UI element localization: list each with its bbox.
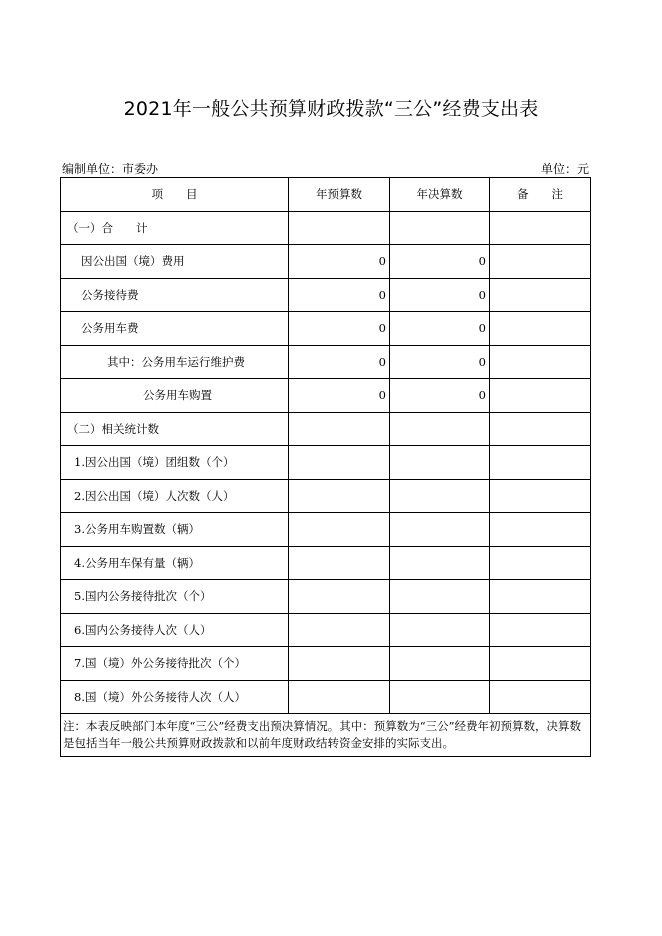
header-remark: 备 注: [490, 178, 591, 212]
row-budget: [289, 211, 390, 245]
table-row: [61, 345, 591, 379]
row-label: 因公出国（境）费用: [61, 245, 289, 279]
row-remark: [490, 412, 591, 446]
table-row: [61, 379, 591, 413]
row-remark: [490, 278, 591, 312]
row-label: 8.国（境）外公务接待人次（人）: [61, 680, 289, 714]
row-final: [390, 680, 490, 714]
table-row: [61, 479, 591, 513]
row-budget: [289, 479, 390, 513]
table-row: [61, 312, 591, 346]
row-label: 1.因公出国（境）团组数（个）: [61, 446, 289, 480]
expense-table: [60, 177, 591, 757]
table-row: [61, 245, 591, 279]
row-budget: [289, 513, 390, 547]
header-budget: 年预算数: [289, 178, 390, 212]
row-budget: [289, 647, 390, 681]
row-remark: [490, 513, 591, 547]
row-final: [390, 412, 490, 446]
row-budget: 0: [289, 278, 390, 312]
row-budget: [289, 580, 390, 614]
header-final: 年决算数: [390, 178, 490, 212]
row-remark: [490, 245, 591, 279]
table-row: [61, 613, 591, 647]
table-row: [61, 647, 591, 681]
row-remark: [490, 345, 591, 379]
row-label: 7.国（境）外公务接待批次（个）: [61, 647, 289, 681]
row-remark: [490, 446, 591, 480]
row-remark: [490, 680, 591, 714]
row-final: 0: [390, 245, 490, 279]
table-row: [61, 412, 591, 446]
currency-unit: 单位：元: [540, 162, 589, 176]
row-label: （二）相关统计数: [61, 412, 289, 446]
table-row: [61, 546, 591, 580]
row-budget: 0: [289, 312, 390, 346]
row-final: [390, 613, 490, 647]
row-remark: [490, 479, 591, 513]
table-note: 注：本表反映部门本年度“三公”经费支出预决算情况。其中：预算数为“三公”经费年初预算数，决算数是包括当年一般公共预算财政拨款和以前年度财政结转资金安排的实际支出。: [61, 714, 591, 757]
row-remark: [490, 211, 591, 245]
table-header-row: [61, 178, 591, 212]
row-budget: 0: [289, 245, 390, 279]
row-budget: [289, 546, 390, 580]
compiling-unit: 编制单位：市委办: [62, 162, 159, 176]
row-remark: [490, 647, 591, 681]
row-budget: [289, 412, 390, 446]
row-final: [390, 446, 490, 480]
row-remark: [490, 546, 591, 580]
row-label: 公务用车购置: [61, 379, 289, 413]
row-label: 其中：公务用车运行维护费: [61, 345, 289, 379]
table-row: [61, 211, 591, 245]
row-label: 3.公务用车购置数（辆）: [61, 513, 289, 547]
row-label: 2.因公出国（境）人次数（人）: [61, 479, 289, 513]
row-label: 5.国内公务接待批次（个）: [61, 580, 289, 614]
row-label: （一）合 计: [61, 211, 289, 245]
row-remark: [490, 613, 591, 647]
row-budget: 0: [289, 379, 390, 413]
row-final: [390, 513, 490, 547]
row-final: 0: [390, 345, 490, 379]
row-label: 6.国内公务接待人次（人）: [61, 613, 289, 647]
row-label: 公务接待费: [61, 278, 289, 312]
row-budget: [289, 613, 390, 647]
row-remark: [490, 379, 591, 413]
table-note-row: [61, 714, 591, 757]
row-final: 0: [390, 312, 490, 346]
row-final: [390, 580, 490, 614]
table-row: [61, 580, 591, 614]
row-final: [390, 211, 490, 245]
table-row: [61, 513, 591, 547]
page-title: 2021年一般公共预算财政拨款“三公”经费支出表: [123, 98, 539, 120]
row-label: 4.公务用车保有量（辆）: [61, 546, 289, 580]
table-row: [61, 278, 591, 312]
row-final: [390, 479, 490, 513]
row-final: [390, 546, 490, 580]
row-budget: [289, 680, 390, 714]
header-item: 项 目: [61, 178, 289, 212]
row-final: 0: [390, 278, 490, 312]
table-row: [61, 680, 591, 714]
row-budget: 0: [289, 345, 390, 379]
row-budget: [289, 446, 390, 480]
row-final: 0: [390, 379, 490, 413]
row-final: [390, 647, 490, 681]
row-remark: [490, 580, 591, 614]
table-row: [61, 446, 591, 480]
row-label: 公务用车费: [61, 312, 289, 346]
row-remark: [490, 312, 591, 346]
